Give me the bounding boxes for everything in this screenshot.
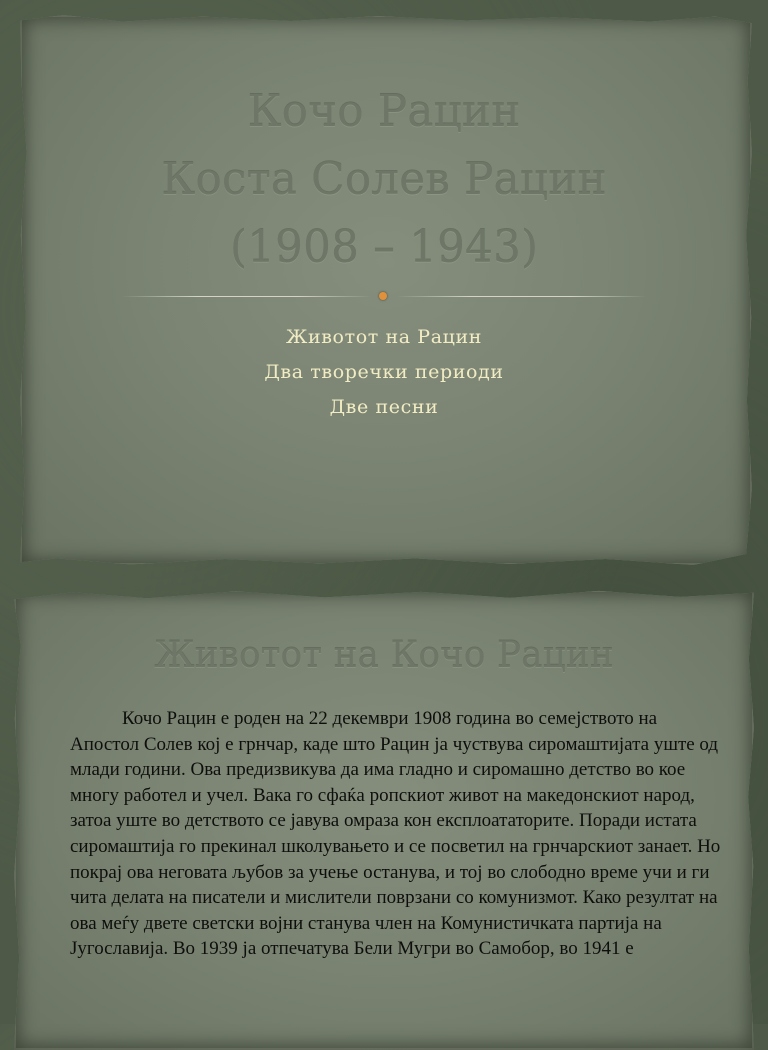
slide-subtitle — [0, 320, 768, 425]
slide-title-heading — [0, 78, 768, 282]
biography-paragraph: Кочо Рацин е роден на 22 декември 1908 година во семејството на Апостол Солев кој е грнчар, каде што Рацин ја чуствува сиромаштијата уште од млади години. Ова предизвикува да има гладно и сиромашно детство во кое многу работел и учел. Вака го сфаќа ропскиот живот на македонскиот народ, затоа уште во детството се јавува омраза кон експлоататорите. Поради истата сиромаштија го прекинал школувањето и се посветил на грнчарскиот занает. Но покрај ова неговата љубов за учење останува, и тој во слободно време учи и ги чита делата на писатели и мислители поврзани со комунизмот. Како резултат на ова меѓу двете светски војни станува член на Комунистичката партија на Југославија. Во 1939 ја отпечатува Бели Мугри во Самобор, во 1941 е — [70, 708, 721, 960]
subtitle-item-life: Животот на Рацин — [286, 326, 482, 348]
subtitle-item-poems: Две песни — [329, 396, 439, 418]
divider-line-left — [122, 296, 372, 297]
title-divider — [122, 290, 646, 304]
title-line-full-name: Коста Солев Рацин — [161, 154, 607, 205]
divider-dot-icon — [379, 292, 387, 300]
divider-line-right — [396, 296, 646, 297]
title-line-name: Кочо Рацин — [247, 86, 521, 137]
subtitle-item-periods: Два творечки периоди — [264, 361, 504, 383]
slide-biography — [0, 580, 768, 1024]
title-line-years: (1908 – 1943) — [229, 222, 539, 273]
biography-heading: Животот на Кочо Рацин — [154, 635, 614, 676]
